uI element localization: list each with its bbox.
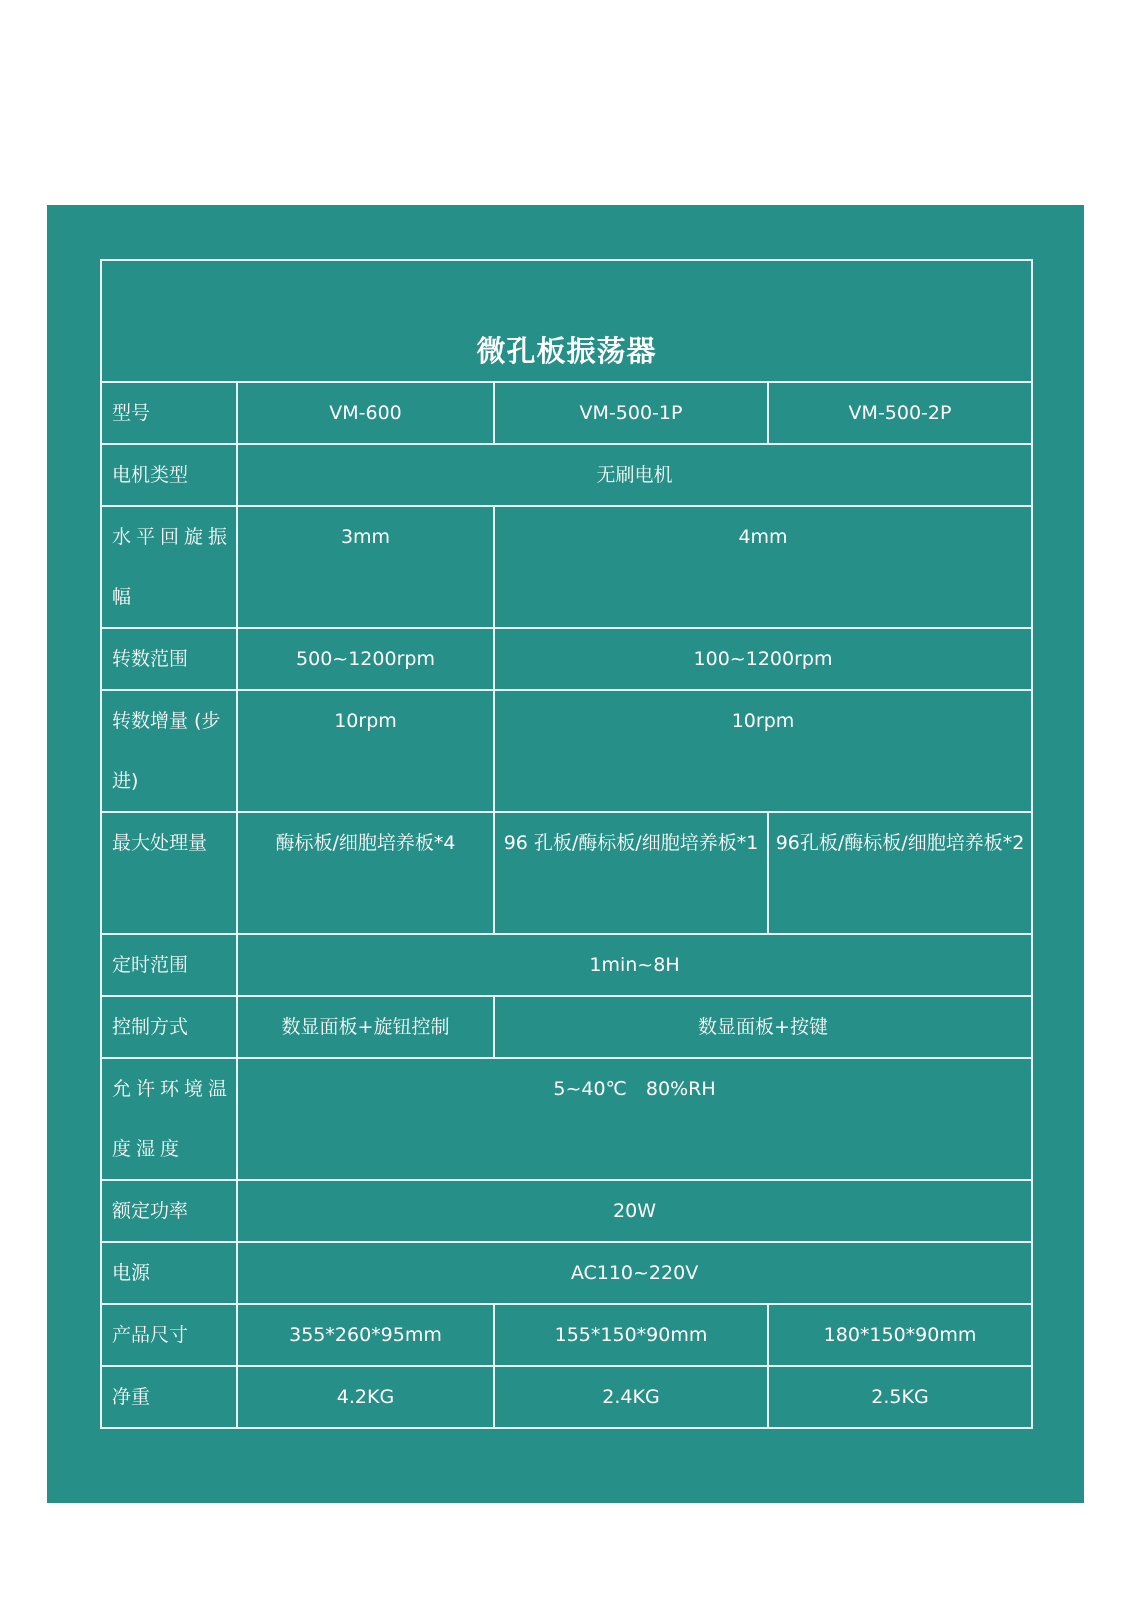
table-row-power bbox=[101, 1180, 1032, 1242]
table-row-weight bbox=[101, 1366, 1032, 1428]
row-label: 转数范围 bbox=[101, 628, 237, 690]
cell-vm500-2p: VM-500-2P bbox=[768, 382, 1032, 444]
cell-vm500-1p: VM-500-1P bbox=[494, 382, 768, 444]
cell-vm600: 数显面板+旋钮控制 bbox=[237, 996, 494, 1058]
cell-vm500: 100~1200rpm bbox=[494, 628, 1032, 690]
cell-vm500-2p: 180*150*90mm bbox=[768, 1304, 1032, 1366]
cell-vm600: 4.2KG bbox=[237, 1366, 494, 1428]
cell-vm500-2p: 2.5KG bbox=[768, 1366, 1032, 1428]
row-label: 水平回旋振幅 bbox=[101, 506, 237, 628]
cell-vm500-1p: 155*150*90mm bbox=[494, 1304, 768, 1366]
table-row-timer bbox=[101, 934, 1032, 996]
cell-vm500-1p: 96 孔板/酶标板/细胞培养板*1 bbox=[494, 812, 768, 934]
cell-vm500: 10rpm bbox=[494, 690, 1032, 812]
table-title: 微孔板振荡器 bbox=[101, 260, 1032, 382]
row-label: 电机类型 bbox=[101, 444, 237, 506]
row-label: 最大处理量 bbox=[101, 812, 237, 934]
table-row-supply bbox=[101, 1242, 1032, 1304]
cell-vm500: 4mm bbox=[494, 506, 1032, 628]
cell-vm500: 数显面板+按键 bbox=[494, 996, 1032, 1058]
table-row-environment bbox=[101, 1058, 1032, 1180]
cell-vm600: 355*260*95mm bbox=[237, 1304, 494, 1366]
row-label: 转数增量 (步进) bbox=[101, 690, 237, 812]
table-row-capacity bbox=[101, 812, 1032, 934]
row-label: 允许环境温度湿度 bbox=[101, 1058, 237, 1180]
cell-vm500-1p: 2.4KG bbox=[494, 1366, 768, 1428]
row-label: 电源 bbox=[101, 1242, 237, 1304]
cell-vm500-2p: 96孔板/酶标板/细胞培养板*2 bbox=[768, 812, 1032, 934]
table-row-speed-range bbox=[101, 628, 1032, 690]
cell-vm600: 3mm bbox=[237, 506, 494, 628]
table-row-amplitude bbox=[101, 506, 1032, 628]
table-row-speed-step bbox=[101, 690, 1032, 812]
cell-all: 20W bbox=[237, 1180, 1032, 1242]
cell-all: 1min~8H bbox=[237, 934, 1032, 996]
cell-vm600: 500~1200rpm bbox=[237, 628, 494, 690]
row-label: 净重 bbox=[101, 1366, 237, 1428]
cell-all: 无刷电机 bbox=[237, 444, 1032, 506]
table-row-motor bbox=[101, 444, 1032, 506]
row-label: 额定功率 bbox=[101, 1180, 237, 1242]
cell-all: AC110~220V bbox=[237, 1242, 1032, 1304]
cell-vm600: 酶标板/细胞培养板*4 bbox=[237, 812, 494, 934]
table-row-model bbox=[101, 382, 1032, 444]
cell-all: 5~40℃ 80%RH bbox=[237, 1058, 1032, 1180]
cell-vm600: VM-600 bbox=[237, 382, 494, 444]
row-label: 控制方式 bbox=[101, 996, 237, 1058]
table-row-size bbox=[101, 1304, 1032, 1366]
row-label: 产品尺寸 bbox=[101, 1304, 237, 1366]
row-label: 型号 bbox=[101, 382, 237, 444]
row-label: 定时范围 bbox=[101, 934, 237, 996]
table-row-control bbox=[101, 996, 1032, 1058]
cell-vm600: 10rpm bbox=[237, 690, 494, 812]
spec-table bbox=[100, 259, 1033, 1429]
